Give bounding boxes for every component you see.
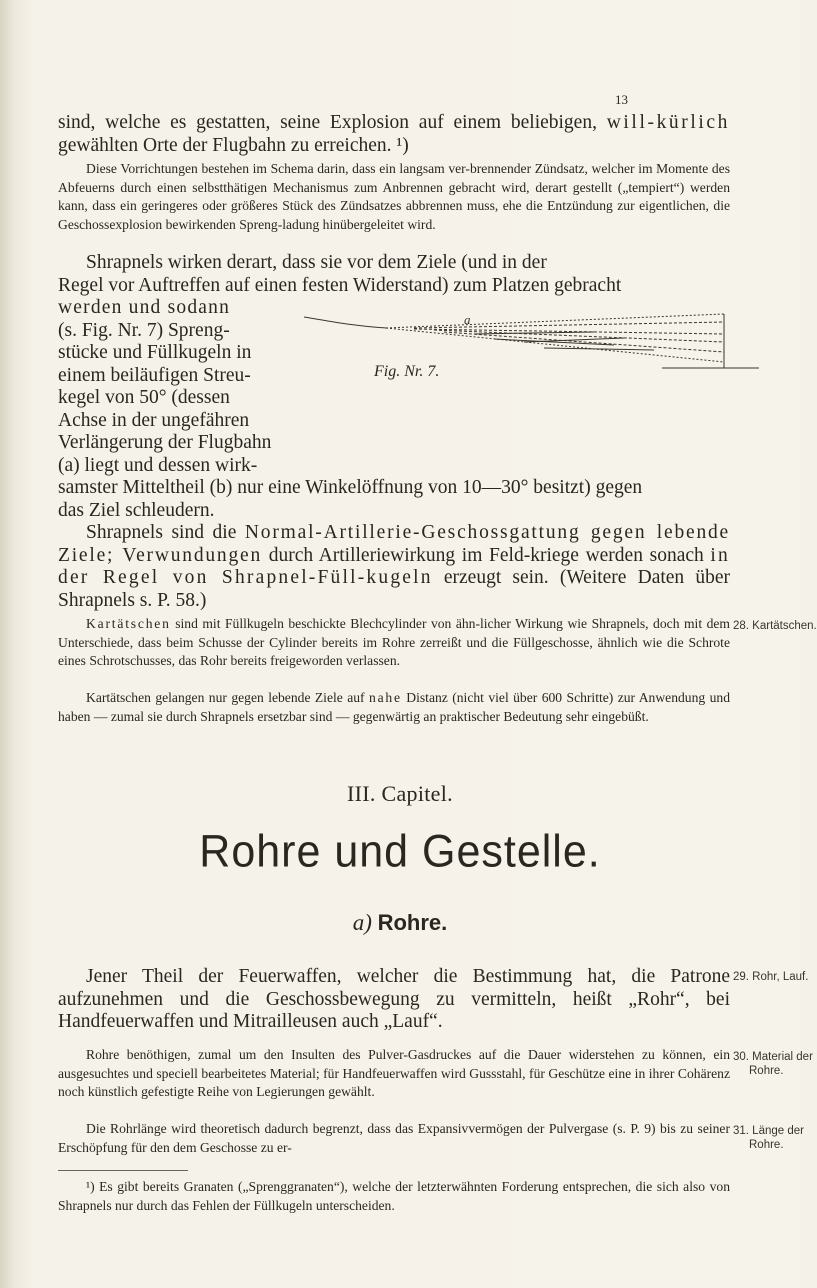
margin-note-30-line-1: 30. Material der bbox=[733, 1051, 813, 1063]
p7-text: Jener Theil der Feuerwaffen, welcher die Bestimmung hat, die Patrone aufzunehmen und die Geschossbewegung zu vermitteln, heißt „Rohr“, bei Handfeuerwaffen und Mitrailleusen auch „Lauf“. bbox=[58, 966, 730, 1032]
section-letter: a) bbox=[352, 910, 372, 935]
p4-text-spaced-2: in der Regel von Shrapnel-Füll-kugeln bbox=[58, 544, 730, 588]
shrapnel-cone-figure bbox=[294, 312, 734, 400]
paragraph-4 bbox=[58, 522, 730, 612]
p3-line-5: stücke und Füllkugeln in bbox=[58, 342, 252, 363]
figure-label-a: a bbox=[464, 312, 471, 327]
p3-line-11: samster Mitteltheil (b) nur eine Winkelöffnung von 10—30° besitzt) gegen bbox=[58, 477, 643, 498]
margin-note-28: 28. Kartätschen. bbox=[733, 620, 817, 632]
p5-text-rest: sind mit Füllkugeln beschickte Blechcylinder von ähn-licher Wirkung wie Shrapnels, doch mit dem Unterschiede, dass beim Schusse der Cylinder bereits im Rohre zerreißt und die Füllgeschosse, ähnlich wie die Schrote eines Schrotschusses, das Rohr bereits freigeworden verlassen. bbox=[58, 616, 730, 669]
p2-text: Diese Vorrichtungen bestehen im Schema darin, dass ein langsam ver-brennender Zündsatz, welcher im Momente des Abfeuerns durch einen selbstthätigen Mechanismus zum Anbrennen gebracht wird, derart gestellt („tempiert“) werden kann, dass ein geringeres oder größeres Stück des Zündsatzes abbrennen muss, ehe die Entzündung zur eigentlichen, die Geschossexplosion bewirkenden Spreng-ladung hinübergeleitet wird. bbox=[58, 161, 730, 233]
section-word: Rohre. bbox=[377, 910, 448, 935]
p3-line-1: Shrapnels wirken derart, dass sie vor dem Ziele (und in der bbox=[86, 252, 547, 273]
chapter-title: Rohre und Gestelle. bbox=[199, 826, 601, 878]
figure-caption: Fig. Nr. 7. bbox=[374, 363, 440, 380]
paragraph-2 bbox=[58, 160, 730, 235]
p4-text-spaced-1: Normal-Artillerie-Geschossgattung gegen lebende Ziele; Verwundungen bbox=[58, 522, 731, 566]
p6-text-a: Kartätschen gelangen nur gegen lebende Ziele auf bbox=[86, 690, 369, 705]
p5-text-spaced: Kartätschen bbox=[86, 616, 171, 631]
p3-line-7: kegel von 50° (dessen bbox=[58, 387, 230, 408]
margin-note-30-line-2: Rohre. bbox=[749, 1065, 784, 1077]
p3-line-2: Regel vor Auftreffen auf einen festen Widerstand) zum Platzen gebracht bbox=[58, 274, 622, 296]
p9-text: Die Rohrlänge wird theoretisch dadurch begrenzt, dass das Expansivvermögen der Pulvergase (s. P. 9) bis zu seiner Erschöpfung für den dem Geschosse zu er- bbox=[58, 1121, 730, 1155]
paragraph-7 bbox=[58, 966, 730, 1034]
footnote bbox=[58, 1178, 730, 1215]
p3-line-12: das Ziel schleudern. bbox=[58, 499, 215, 521]
footnote-text: ¹) Es gibt bereits Granaten („Sprenggranaten“), welche der letzterwähnten Forderung entsprechen, die sich also von Shrapnels nur durch das Fehlen der Füllkugeln unterscheiden. bbox=[58, 1179, 730, 1213]
trajectory-line bbox=[304, 317, 386, 328]
p8-text: Rohre benöthigen, zumal um den Insulten des Pulver-Gasdruckes auf die Dauer widerstehen zu können, ein ausgesuchtes und speciell bearbeitetes Material; für Handfeuerwaffen wird Gussstahl, für Geschütze eine in ihrer Cohärenz noch künstlich gefestigte Reihe von Legierungen gewählt. bbox=[58, 1047, 730, 1100]
paragraph-8 bbox=[58, 1046, 730, 1102]
paragraph-6 bbox=[58, 689, 730, 726]
p6-text-spaced: nahe bbox=[369, 690, 402, 705]
p4-text-a: Shrapnels sind die bbox=[86, 522, 245, 543]
margin-note-31-line-2: Rohre. bbox=[749, 1139, 784, 1151]
p1-text-a: sind, welche es gestatten, seine Explosion auf einem beliebigen, bbox=[58, 112, 607, 133]
section-heading bbox=[0, 910, 800, 936]
paragraph-1 bbox=[58, 112, 730, 157]
p1-text-spaced: will-kürlich bbox=[606, 112, 730, 133]
margin-note-31-line-1: 31. Länge der bbox=[733, 1125, 804, 1137]
margin-note-31 bbox=[733, 1124, 803, 1152]
p3-line-4: (s. Fig. Nr. 7) Spreng- bbox=[58, 319, 230, 341]
p4-text-b: durch Artilleriewirkung im Feld-kriege werden sonach bbox=[262, 544, 711, 566]
paragraph-9 bbox=[58, 1120, 730, 1157]
margin-note-29: 29. Rohr, Lauf. bbox=[733, 971, 809, 983]
p1-text-b: gewählten Orte der Flugbahn zu erreichen. ¹) bbox=[58, 134, 409, 156]
p4-text-c: erzeugt sein. (Weitere Daten über Shrapnels s. P. 58.) bbox=[58, 567, 730, 611]
p3-line-9: Verlängerung der Flugbahn bbox=[58, 432, 272, 453]
p3-line-10: (a) liegt und dessen wirk- bbox=[58, 454, 258, 476]
p3-line-8: Achse in der ungefähren bbox=[58, 409, 250, 431]
p6-text-b: Distanz (nicht viel über 600 Schritte) zur Anwendung und haben — zumal sie durch Shrapnels ersetzbar sind — gegenwärtig an praktischer Bedeutung sehr eingebüßt. bbox=[58, 690, 730, 724]
cone-upper-edge bbox=[386, 314, 724, 328]
page-number: 13 bbox=[615, 92, 628, 107]
paragraph-5 bbox=[58, 615, 730, 671]
p3-line-3: werden und sodann bbox=[58, 297, 231, 318]
p3-line-6: einem beiläufigen Streu- bbox=[58, 364, 251, 386]
margin-note-30 bbox=[733, 1050, 813, 1078]
chapter-heading: III. Capitel. bbox=[347, 781, 453, 806]
footnote-rule bbox=[58, 1170, 188, 1171]
